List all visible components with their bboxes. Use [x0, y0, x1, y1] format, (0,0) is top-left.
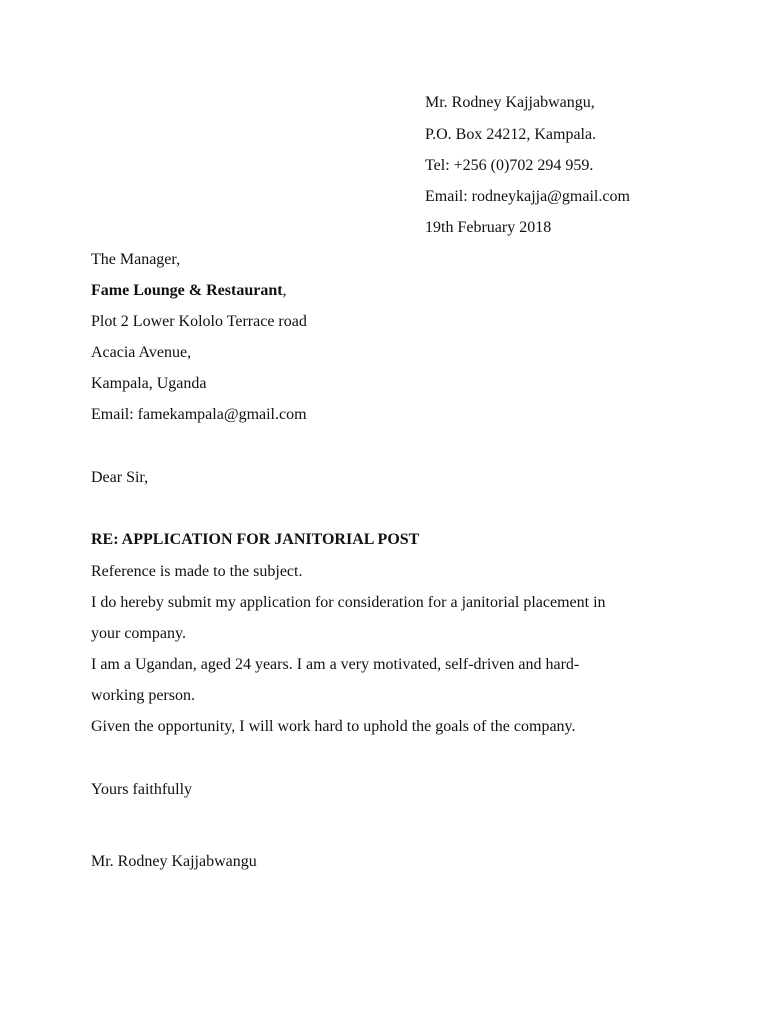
recipient-title: The Manager, [91, 251, 181, 268]
body-line-2: I do hereby submit my application for consideration for a janitorial placement in [91, 594, 606, 611]
body-line-6: Given the opportunity, I will work hard to uphold the goals of the company. [91, 718, 576, 735]
recipient-company-suffix: , [282, 282, 287, 299]
salutation: Dear Sir, [91, 469, 149, 486]
recipient-address-line3: Kampala, Uganda [91, 375, 207, 392]
body-line-5: working person. [91, 687, 195, 704]
closing-phrase: Yours faithfully [91, 781, 193, 798]
recipient-address-line2: Acacia Avenue, [91, 344, 192, 361]
recipient-email: Email: famekampala@gmail.com [91, 406, 307, 423]
recipient-address-line1: Plot 2 Lower Kololo Terrace road [91, 313, 307, 330]
letter-date: 19th February 2018 [425, 219, 552, 236]
sender-po-box: P.O. Box 24212, Kampala. [425, 126, 597, 143]
sender-tel: Tel: +256 (0)702 294 959. [425, 157, 594, 174]
body-line-1: Reference is made to the subject. [91, 563, 303, 580]
sender-name: Mr. Rodney Kajjabwangu, [425, 94, 595, 111]
body-line-3: your company. [91, 625, 186, 642]
body-line-4: I am a Ugandan, aged 24 years. I am a very motivated, self-driven and hard- [91, 656, 580, 673]
sender-email: Email: rodneykajja@gmail.com [425, 188, 630, 205]
recipient-company-line [91, 281, 287, 301]
subject-line: RE: APPLICATION FOR JANITORIAL POST [91, 531, 420, 548]
recipient-company: Fame Lounge & Restaurant [91, 282, 283, 299]
signature-name: Mr. Rodney Kajjabwangu [91, 853, 257, 870]
